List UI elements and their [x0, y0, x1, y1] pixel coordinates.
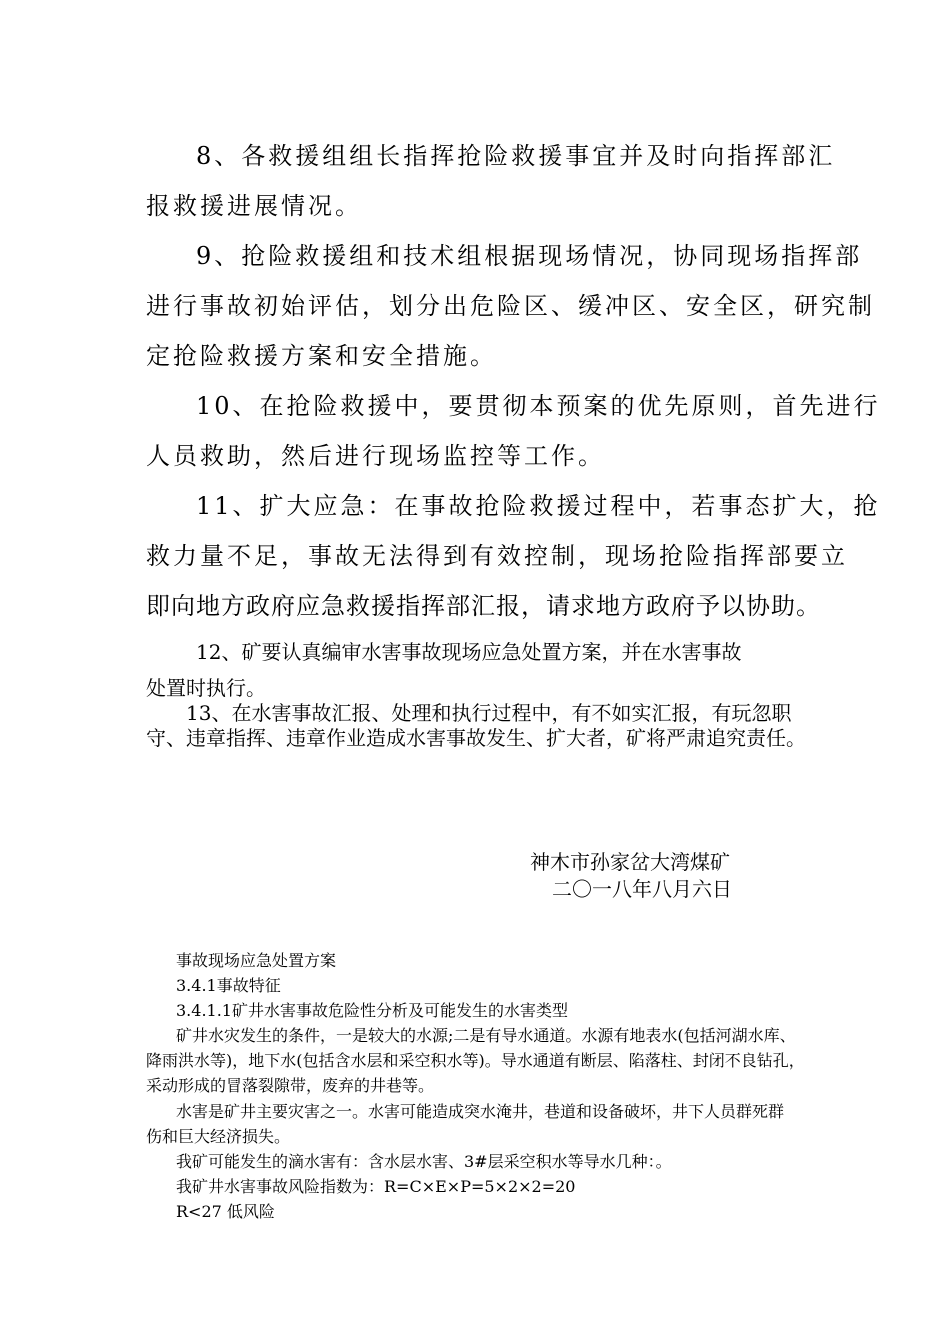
para-8-line-1: 8、各救援组组长指挥抢险救援事宜并及时向指挥部汇 [196, 142, 836, 170]
para-11-line-1: 11、扩大应急：在事故抢险救援过程中，若事态扩大，抢 [196, 492, 881, 520]
para-12-line-1: 12、矿要认真编审水害事故现场应急处置方案，并在水害事故 [196, 640, 742, 664]
para-9-line-3: 定抢险救援方案和安全措施。 [146, 342, 497, 370]
para-9-line-1: 9、抢险救援组和技术组根据现场情况，协同现场指挥部 [196, 242, 863, 270]
appendix-title: 事故现场应急处置方案 [176, 951, 337, 970]
para-12-line-2: 处置时执行。 [146, 676, 266, 700]
appendix-p1-line-1: 矿井水灾发生的条件，一是较大的水源;二是有导水通道。水源有地表水(包括河湖水库、 [176, 1026, 796, 1045]
para-11-line-3: 即向地方政府应急救援指挥部汇报，请求地方政府予以协助。 [146, 592, 821, 620]
para-11-line-2: 救力量不足，事故无法得到有效控制，现场抢险指挥部要立 [146, 542, 848, 570]
para-13-line-1: 13、在水害事故汇报、处理和执行过程中，有不如实汇报，有玩忽职 [186, 701, 792, 725]
appendix-p1-line-3: 采动形成的冒落裂隙带，废弃的井巷等。 [146, 1076, 435, 1095]
para-10-line-2: 人员救助，然后进行现场监控等工作。 [146, 442, 605, 470]
para-13-line-2: 守、违章指挥、违章作业造成水害事故发生、扩大者，矿将严肃追究责任。 [146, 726, 806, 750]
appendix-p2-line-2: 伤和巨大经济损失。 [146, 1127, 291, 1146]
appendix-p1-line-2: 降雨洪水等)，地下水(包括含水层和采空积水等)。导水通道有断层、陷落柱、封闭不良钻孔， [146, 1051, 805, 1070]
appendix-p5: R<27 低风险 [176, 1202, 275, 1221]
appendix-heading-1: 3.4.1事故特征 [176, 976, 281, 995]
appendix-p3: 我矿可能发生的滴水害有：含水层水害、3#层采空积水等导水几种：。 [176, 1152, 672, 1171]
signature-date: 二〇一八年八月六日 [552, 877, 732, 901]
appendix-p2-line-1: 水害是矿井主要灾害之一。水害可能造成突水淹井，巷道和设备破坏，井下人员群死群 [176, 1102, 785, 1121]
appendix-heading-2: 3.4.1.1矿井水害事故危险性分析及可能发生的水害类型 [176, 1001, 568, 1020]
para-9-line-2: 进行事故初始评估，划分出危险区、缓冲区、安全区，研究制 [146, 292, 875, 320]
appendix-p4: 我矿井水害事故风险指数为：R=C×E×P=5×2×2=20 [176, 1177, 576, 1196]
para-8-line-2: 报救援进展情况。 [146, 192, 362, 220]
para-10-line-1: 10、在抢险救援中，要贯彻本预案的优先原则，首先进行 [196, 392, 881, 420]
signature-org: 神木市孙家岔大湾煤矿 [530, 850, 730, 874]
